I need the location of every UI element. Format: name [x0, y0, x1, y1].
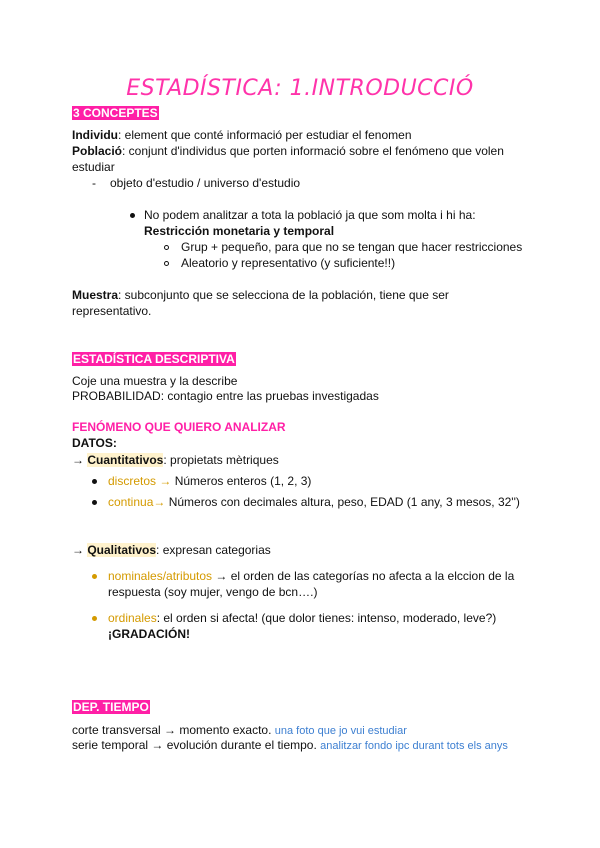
- section-heading-descriptiva: ESTADÍSTICA DESCRIPTIVA: [73, 352, 235, 366]
- bullet-icon: [92, 574, 97, 579]
- page-title: ESTADÍSTICA: 1.INTRODUCCIÓ: [126, 76, 474, 101]
- tiempo-line-1: corte transversal → momento exacto. una foto que jo vui estudiar: [72, 723, 407, 737]
- tiempo-line-2: serie temporal → evolución durante el tiempo. analitzar fondo ipc durant tots els anys: [72, 738, 508, 752]
- nominales-item-2: respuesta (soy mujer, vengo de bcn….): [108, 585, 318, 599]
- qualitativos-line: → Qualitativos: expresan categorias: [72, 543, 271, 557]
- poblacio-line-2: estudiar: [72, 160, 115, 174]
- section-heading-fenomeno: FENÓMENO QUE QUIERO ANALIZAR: [72, 420, 286, 434]
- bullet-icon: [92, 616, 97, 621]
- note-line-2: Restricción monetaria y temporal: [144, 224, 335, 238]
- continua-item: continua→ Números con decimales altura, peso, EDAD (1 any, 3 mesos, 32''): [108, 495, 520, 509]
- gradacion-label: ¡GRADACIÓN!: [108, 627, 190, 641]
- bullet-icon: [92, 479, 97, 484]
- descriptiva-line-2: PROBABILIDAD: contagio entre las pruebas investigadas: [72, 389, 379, 403]
- objeto-estudio: objeto d'estudio / universo d'estudio: [110, 176, 301, 190]
- datos-label: DATOS:: [72, 436, 117, 450]
- muestra-line: Muestra: subconjunto que se selecciona de la población, tiene que ser: [72, 288, 449, 302]
- bullet-icon: [92, 500, 97, 505]
- ordinales-item: ordinales: el orden si afecta! (que dolor tienes: intenso, moderado, leve?): [108, 611, 497, 625]
- poblacio-line: Població: conjunt d'individus que porten informació sobre el fenómeno que volen: [72, 144, 504, 158]
- arrow-right-icon: →: [72, 453, 84, 467]
- sub-item-1: Grup + pequeño, para que no se tengan que hacer restricciones: [181, 240, 523, 254]
- section-heading-tiempo: DEP. TIEMPO: [73, 700, 149, 714]
- descriptiva-line-1: Coje una muestra y la describe: [72, 374, 238, 388]
- arrow-right-icon: →: [72, 543, 84, 557]
- circle-bullet-icon: [164, 261, 169, 266]
- section-heading-conceptes: 3 CONCEPTES: [73, 106, 158, 120]
- cuantitativos-line: → Cuantitativos: propietats mètriques: [72, 453, 279, 467]
- dash-marker: -: [92, 176, 96, 190]
- circle-bullet-icon: [164, 245, 169, 250]
- sub-item-2: Aleatorio y representativo (y suficiente!!): [181, 256, 396, 270]
- note-line-1: No podem analitzar a tota la població ja que som molta i hi ha:: [144, 208, 476, 222]
- discretos-item: discretos → Números enteros (1, 2, 3): [108, 474, 312, 488]
- individu-line: Individu: element que conté informació per estudiar el fenomen: [72, 128, 412, 142]
- bullet-icon: [130, 213, 135, 218]
- muestra-line-2: representativo.: [72, 304, 152, 318]
- nominales-item: nominales/atributos → el orden de las categorías no afecta a la elccion de la: [108, 569, 515, 583]
